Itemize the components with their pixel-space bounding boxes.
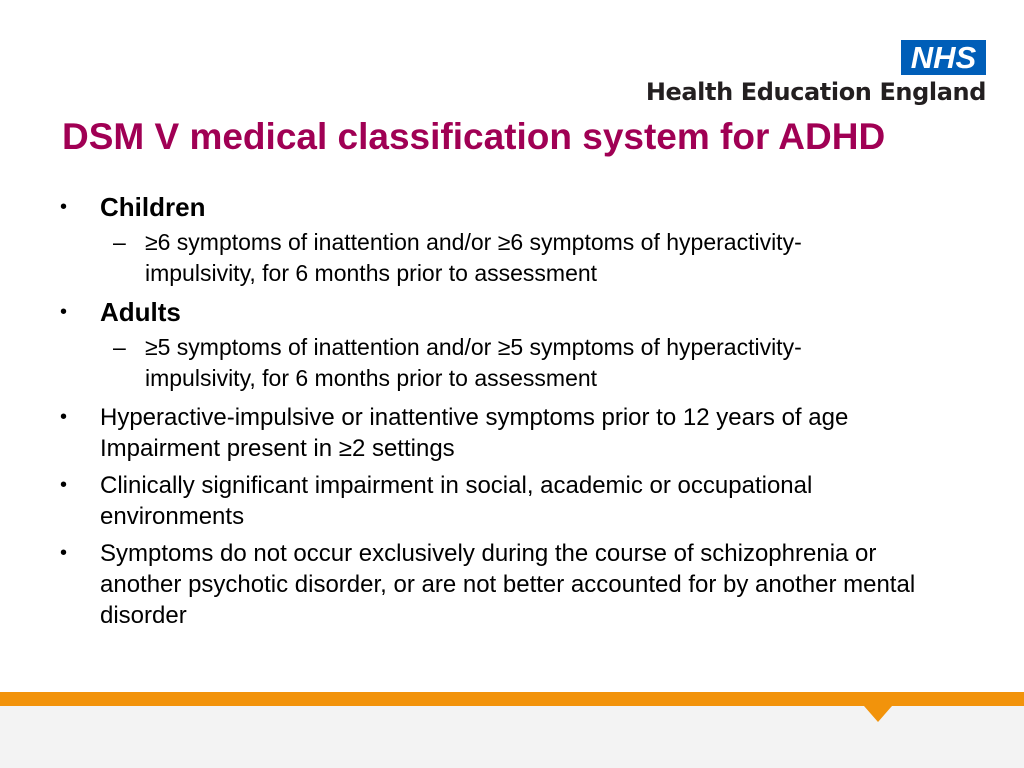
footer-orange-bar	[0, 692, 1024, 706]
bullet-children	[0, 192, 940, 223]
nhs-logo-box: NHS	[901, 40, 986, 75]
bullet-onset-impairment	[0, 402, 940, 464]
sub-bullet-marker: –	[113, 229, 126, 255]
sub-bullet-adults	[0, 332, 890, 394]
bullet-marker: •	[60, 406, 68, 428]
nhs-hee-logo	[636, 40, 986, 112]
bullet-settings-text: Impairment present in ≥2 settings	[100, 435, 455, 462]
sub-bullet-children	[0, 227, 890, 289]
bullet-exclusion-text: Symptoms do not occur exclusively during the course of schizophrenia or another psychotic disorder, or are not better accounted for by another mental disorder	[100, 540, 916, 629]
slide-title: DSM V medical classification system for ADHD	[62, 116, 886, 157]
bullet-marker: •	[60, 474, 68, 496]
bullet-marker: •	[60, 301, 68, 323]
bullet-marker: •	[60, 542, 68, 564]
sub-bullet-adults-text: ≥5 symptoms of inattention and/or ≥5 symptoms of hyperactivity-impulsivity, for 6 months prior to assessment	[145, 334, 802, 391]
sub-bullet-marker: –	[113, 334, 126, 360]
bullet-exclusion	[0, 538, 940, 631]
bullet-adults-label: Adults	[100, 297, 181, 327]
footer-notch	[864, 706, 892, 722]
bullet-list	[0, 192, 1024, 637]
bullet-impairment	[0, 470, 940, 532]
bullet-marker: •	[60, 196, 68, 218]
bullet-children-label: Children	[100, 192, 206, 222]
sub-bullet-children-text: ≥6 symptoms of inattention and/or ≥6 symptoms of hyperactivity-impulsivity, for 6 months prior to assessment	[145, 229, 802, 286]
org-name: Health Education England	[645, 78, 986, 106]
bullet-impairment-text: Clinically significant impairment in social, academic or occupational environments	[100, 472, 813, 530]
bullet-adults	[0, 297, 940, 328]
bullet-onset-text: Hyperactive-impulsive or inattentive symptoms prior to 12 years of age	[100, 404, 849, 431]
